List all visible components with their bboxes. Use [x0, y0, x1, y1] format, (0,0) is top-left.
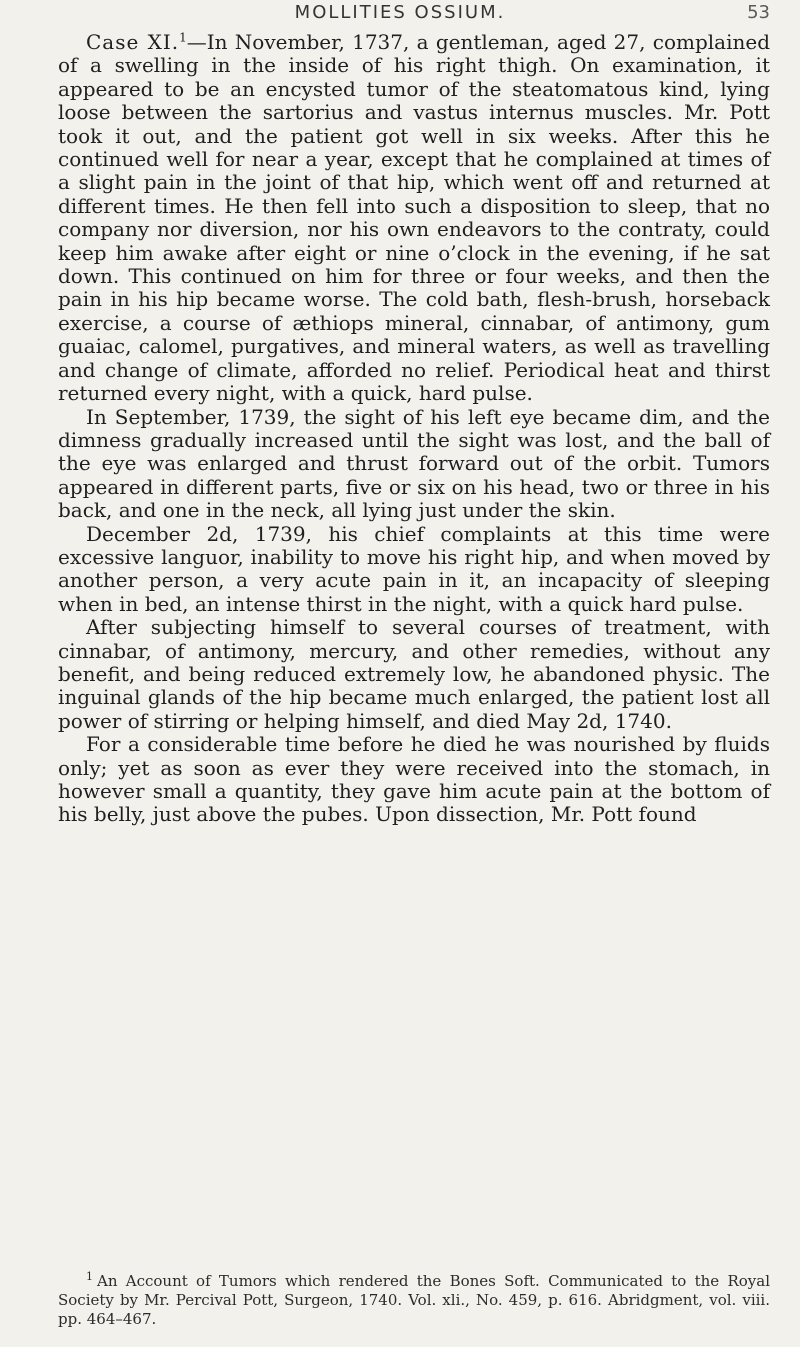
- paragraph-1: [58, 31, 770, 406]
- paragraph-4: After subjecting himself to several courses of treatment, with cinnabar, of antimony, mercury, and other remedies, without any benefit, and being reduced extremely low, he abandoned physic. The inguinal glands of the hip became much enlarged, the patient lost all power of stirring or helping himself, and died May 2d, 1740.: [58, 615, 770, 733]
- paragraph-1-text: —In November, 1737, a gentleman, aged 27, complained of a swelling in the inside of his right thigh. On examination, it appeared to be an encysted tumor of the steatomatous kind, lying loose between the sartorius and vastus internus muscles. Mr. Pott took it out, and the patient got well in six weeks. After this he continued well for near a year, except that he complained at times of a slight pain in the joint of that hip, which went off and returned at different times. He then fell into such a disposition to sleep, that no company nor diversion, nor his own endeavors to the contraty, could keep him awake after eight or nine o’clock in the evening, if he sat down. This continued on him for three or four weeks, and then the pain in his hip became worse. The cold bath, flesh-brush, horseback exercise, a course of æthiops mineral, cinnabar, of antimony, gum guaiac, calomel, purgatives, and mineral waters, as well as travelling and change of climate, afforded no relief. Periodical heat and thirst returned every night, with a quick, hard pulse.: [58, 30, 770, 406]
- footnote-paragraph: [58, 1272, 770, 1329]
- footnote-text: An Account of Tumors which rendered the Bones Soft. Communicated to the Royal Society by Mr. Percival Pott, Surgeon, 1740. Vol. xli., No. 459, p. 616. Abridgment, vol. viii. pp. 464–467.: [58, 1272, 770, 1328]
- page-number: 53: [747, 2, 770, 23]
- paragraph-2: In September, 1739, the sight of his left eye became dim, and the dimness gradually increased until the sight was lost, and the ball of the eye was enlarged and thrust forward out of the orbit. Tumors appeared in different parts, five or six on his head, two or three in his back, and one in the neck, all lying just under the skin.: [58, 404, 770, 523]
- case-label: Case XI.: [86, 30, 180, 54]
- running-title: MOLLITIES OSSIUM.: [294, 2, 506, 23]
- paragraph-5: For a considerable time before he died he was nourished by fluids only; yet as soon as ever they were received into the stomach, in however small a quantity, they gave him acute pain at the bottom of his belly, just above the pubes. Upon dissection, Mr. Pott found: [58, 732, 770, 827]
- running-head: [0, 2, 800, 26]
- paragraph-3: December 2d, 1739, his chief complaints at this time were excessive languor, inability to move his right hip, and when moved by another person, a very acute pain in it, an incapacity of sleeping when in bed, an intense thirst in the night, with a quick hard pulse.: [58, 521, 770, 616]
- footnote: [58, 1272, 770, 1329]
- footnote-reference: 1: [179, 30, 187, 45]
- footnote-mark: 1: [86, 1270, 93, 1283]
- main-text: [58, 31, 770, 827]
